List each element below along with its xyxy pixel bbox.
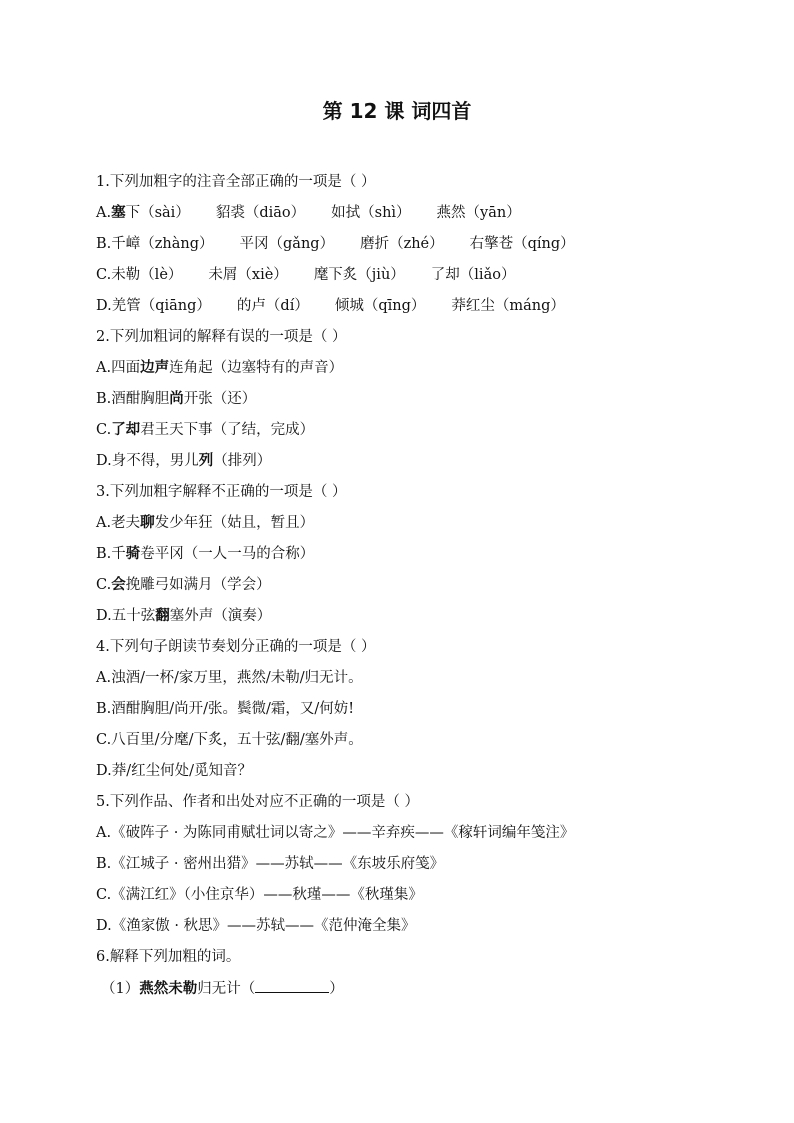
option-text: 磨折（zhé） — [360, 236, 444, 252]
option-text: 了却（liǎo） — [430, 267, 516, 283]
option-text: 卷平冈（一人一马的合称） — [140, 546, 315, 562]
option-label: D. — [96, 298, 112, 314]
option-text: C. — [96, 422, 112, 438]
option-text: 君王天下事（了结，完成） — [140, 422, 315, 438]
question-3-stem: 3.下列加粗字解释不正确的一项是（ ） — [96, 484, 347, 500]
question-2-option-b — [96, 389, 256, 409]
question-1-stem: 1.下列加粗字的注音全部正确的一项是（ ） — [96, 174, 376, 190]
option-text: 的卢（dí） — [236, 298, 309, 314]
question-2-option-c — [96, 420, 314, 440]
option-text: D.身不得，男儿 — [96, 453, 199, 469]
question-5-option-d: D.《渔家傲 · 秋思》——苏轼——《范仲淹全集》 — [96, 918, 416, 934]
question-1-option-c — [96, 265, 515, 285]
option-text: 右擎苍（qíng） — [469, 236, 575, 252]
option-text: 未勒（lè） — [111, 267, 183, 283]
question-5-option-a: A.《破阵子 · 为陈同甫赋壮词以寄之》——辛弃疾——《稼轩词编年笺注》 — [96, 825, 575, 841]
question-5-stem: 5.下列作品、作者和出处对应不正确的一项是（ ） — [96, 794, 419, 810]
option-text: C. — [96, 577, 112, 593]
option-text: 貂裘（diāo） — [215, 205, 306, 221]
option-text: 燕然（yān） — [436, 205, 521, 221]
question-4-option-c: C.八百里/分麾/下炙，五十弦/翻/塞外声。 — [96, 732, 363, 748]
option-text: 未屑（xiè） — [208, 267, 288, 283]
question-5-option-b: B.《江城子 · 密州出猎》——苏轼——《东坡乐府笺》 — [96, 856, 445, 872]
option-text: 开张（还） — [183, 391, 257, 407]
question-2-stem: 2.下列加粗词的解释有误的一项是（ ） — [96, 329, 347, 345]
question-4-option-b: B.酒酣胸胆/尚开/张。鬓微/霜，又/何妨! — [96, 701, 355, 717]
question-3-option-c — [96, 575, 271, 595]
option-text: 发少年狂（姑且，暂且） — [154, 515, 315, 531]
page-title: 第 12 课 词四首 — [322, 99, 472, 123]
question-6-item-1 — [101, 978, 344, 999]
question-2-option-d — [96, 451, 271, 471]
bold-char: 会 — [111, 576, 126, 593]
bold-char: 塞 — [111, 204, 126, 221]
item-text: ） — [329, 981, 344, 997]
question-1-option-b — [96, 234, 575, 254]
bold-word: 尚 — [169, 390, 184, 407]
option-text: 麾下炙（jiù） — [313, 267, 405, 283]
option-text: 千嶂（zhàng） — [111, 236, 214, 252]
bold-char: 骑 — [125, 545, 141, 562]
item-text: 归无计（ — [197, 981, 256, 997]
option-text: B.酒酣胸胆 — [96, 391, 170, 407]
option-text: 平冈（gǎng） — [239, 236, 335, 252]
question-1-option-a — [96, 203, 521, 223]
option-text: 倾城（qīng） — [334, 298, 426, 314]
bold-word: 边声 — [140, 359, 170, 376]
bold-word: 了却 — [111, 421, 141, 438]
question-4-option-a: A.浊酒/一杯/家万里，燕然/未勒/归无计。 — [96, 670, 363, 686]
question-3-option-a — [96, 513, 314, 533]
option-text: （排列） — [213, 453, 272, 469]
bold-char: 翻 — [155, 607, 170, 624]
question-3-option-b — [96, 544, 314, 564]
option-label: C. — [96, 267, 112, 283]
option-text: B.千 — [96, 546, 126, 562]
question-3-option-d — [96, 606, 271, 626]
bold-word: 列 — [198, 452, 214, 469]
option-label: B. — [96, 236, 112, 252]
bold-char: 聊 — [140, 514, 155, 531]
answer-blank[interactable] — [255, 978, 329, 993]
option-text: A.老夫 — [96, 515, 141, 531]
option-text: 挽雕弓如满月（学会） — [125, 577, 271, 593]
option-text: D.五十弦 — [96, 608, 156, 624]
option-text: 羌管（qiāng） — [111, 298, 211, 314]
option-text: 连角起（边塞特有的声音） — [169, 360, 344, 376]
option-text: 下（sài） — [125, 205, 190, 221]
option-text: A.四面 — [96, 360, 141, 376]
question-6-stem: 6.解释下列加粗的词。 — [96, 949, 241, 965]
option-label: A. — [96, 205, 112, 221]
bold-word: 燕然未勒 — [139, 980, 198, 997]
question-2-option-a — [96, 358, 343, 378]
question-1-option-d — [96, 296, 565, 316]
item-number: （1） — [101, 981, 140, 997]
question-5-option-c: C.《满江红》（小住京华）——秋瑾——《秋瑾集》 — [96, 887, 423, 903]
question-4-option-d: D.莽/红尘何处/觅知音？ — [96, 763, 252, 779]
option-text: 塞外声（演奏） — [169, 608, 272, 624]
option-text: 如拭（shì） — [331, 205, 411, 221]
question-4-stem: 4.下列句子朗读节奏划分正确的一项是（ ） — [96, 639, 376, 655]
option-text: 莽红尘（máng） — [451, 298, 565, 314]
